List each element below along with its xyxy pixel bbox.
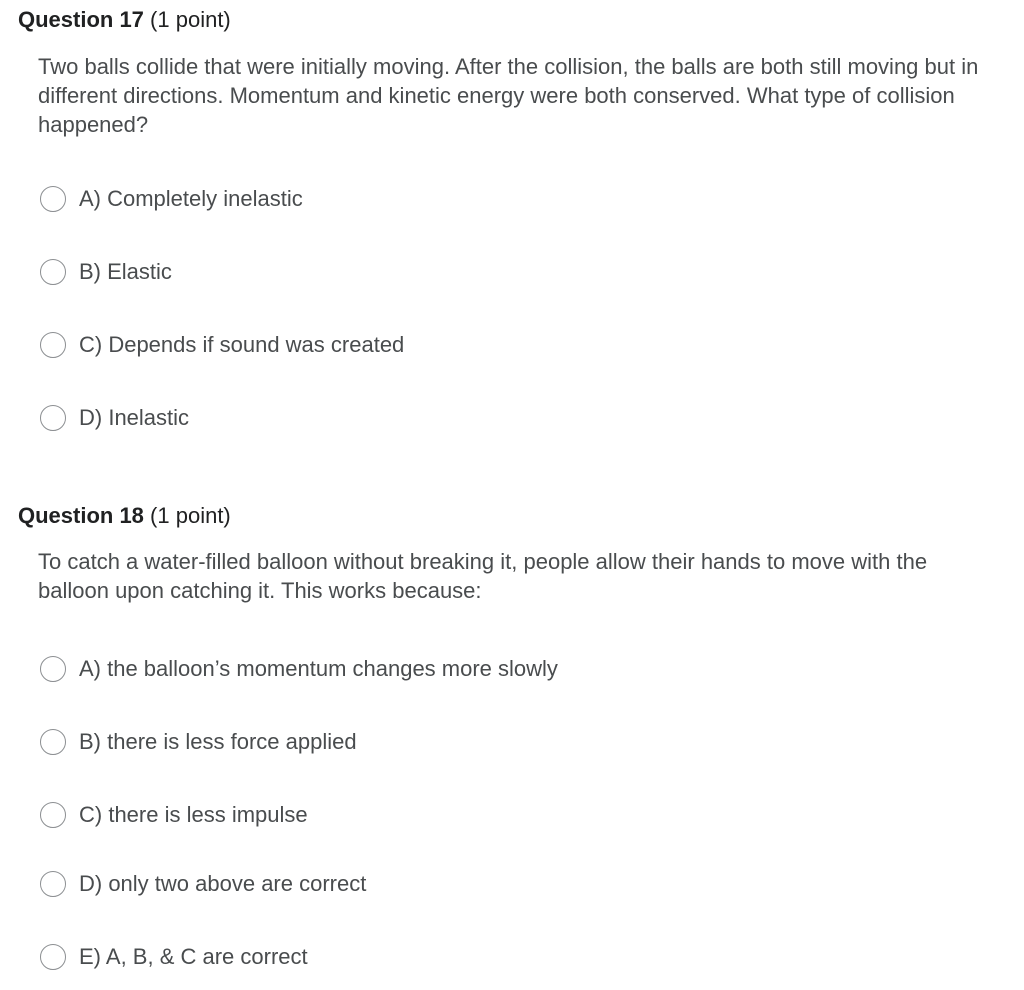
choice-d[interactable] <box>40 868 366 900</box>
question-points: (1 point) <box>150 7 231 32</box>
question-points: (1 point) <box>150 503 231 528</box>
question-header <box>18 502 231 530</box>
choice-label[interactable]: D) only two above are correct <box>79 871 367 896</box>
radio-button[interactable] <box>40 656 66 682</box>
question-title: Question 17 <box>18 7 144 32</box>
radio-button[interactable] <box>40 944 66 970</box>
choice-b[interactable] <box>40 256 172 288</box>
radio-button[interactable] <box>40 802 66 828</box>
choice-a[interactable] <box>40 653 558 685</box>
question-text: Two balls collide that were initially moving. After the collision, the balls are both still moving but in different directions. Momentum and kinetic energy were both conserved. What type of collision happened? <box>38 54 979 137</box>
radio-button[interactable] <box>40 186 66 212</box>
choice-c[interactable] <box>40 329 404 361</box>
radio-button[interactable] <box>40 405 66 431</box>
choice-label[interactable]: B) there is less force applied <box>79 729 357 754</box>
choice-label[interactable]: A) Completely inelastic <box>79 186 303 211</box>
question-header <box>18 6 231 34</box>
question-title: Question 18 <box>18 503 144 528</box>
choice-label[interactable]: D) Inelastic <box>79 405 190 430</box>
choice-a[interactable] <box>40 183 303 215</box>
choice-c[interactable] <box>40 799 308 831</box>
radio-button[interactable] <box>40 729 66 755</box>
radio-button[interactable] <box>40 871 66 897</box>
choice-label[interactable]: C) Depends if sound was created <box>79 332 405 357</box>
choice-e[interactable] <box>40 941 308 973</box>
choice-label[interactable]: A) the balloon’s momentum changes more slowly <box>79 656 558 681</box>
choice-label[interactable]: B) Elastic <box>79 259 172 284</box>
choice-b[interactable] <box>40 726 357 758</box>
choice-label[interactable]: E) A, B, & C are correct <box>79 944 308 969</box>
choice-label[interactable]: C) there is less impulse <box>79 802 308 827</box>
radio-button[interactable] <box>40 259 66 285</box>
question-text: To catch a water-filled balloon without breaking it, people allow their hands to move with the balloon upon catching it. This works because: <box>38 549 928 603</box>
choice-d[interactable] <box>40 402 189 434</box>
radio-button[interactable] <box>40 332 66 358</box>
